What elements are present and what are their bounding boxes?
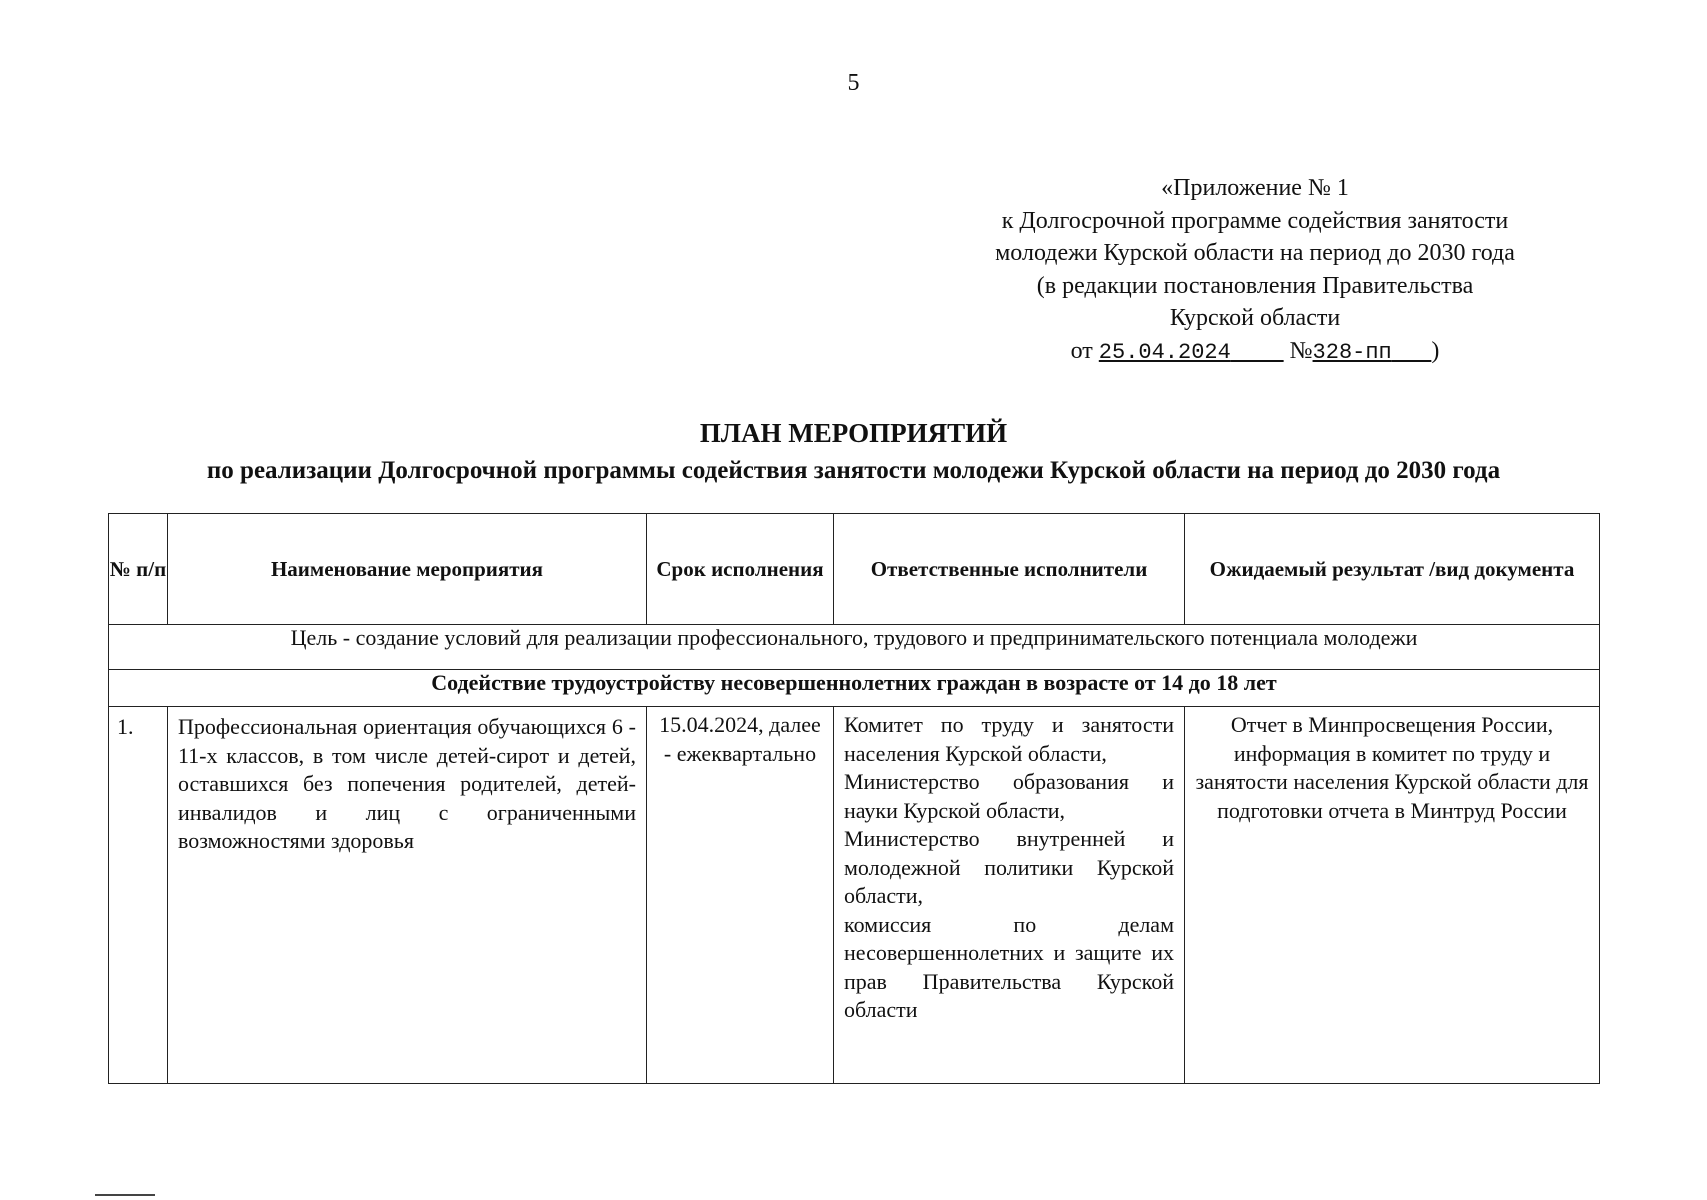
row-executors bbox=[834, 707, 1185, 1084]
plan-table bbox=[108, 513, 1600, 1084]
executor-item: Министерство внутренней и молодежной политики Курской области, bbox=[844, 826, 1174, 908]
executor-item: Комитет по труду и занятости населения Курской области, bbox=[844, 712, 1174, 766]
appendix-date-line bbox=[935, 335, 1575, 370]
header-executors: Ответственные исполнители bbox=[834, 514, 1185, 625]
header-term: Срок исполнения bbox=[647, 514, 834, 625]
resolution-date-value: 25.04.2024 bbox=[1098, 339, 1231, 365]
document-subtitle: по реализации Долгосрочной программы содействия занятости молодежи Курской области на период до 2030 года bbox=[206, 457, 1501, 484]
document-title: ПЛАН МЕРОПРИЯТИЙ bbox=[699, 418, 1008, 448]
appendix-header bbox=[935, 172, 1575, 369]
table-row bbox=[109, 707, 1600, 1084]
scan-artifact bbox=[95, 1194, 155, 1199]
section-title: Содействие трудоустройству несовершеннолетних граждан в возрасте от 14 до 18 лет bbox=[109, 670, 1600, 707]
appendix-line-2: к Долгосрочной программе содействия занятости bbox=[1001, 207, 1509, 234]
goal-text: Цель - создание условий для реализации профессионального, трудового и предпринимательского потенциала молодежи bbox=[109, 625, 1600, 670]
row-result: Отчет в Минпросвещения России, информация в комитет по труду и занятости населения Курской области для подготовки отчета в Минтруд России bbox=[1185, 707, 1600, 1084]
date-prefix: от bbox=[1070, 337, 1093, 364]
resolution-number bbox=[1313, 340, 1432, 365]
appendix-line-1: «Приложение № 1 bbox=[1161, 175, 1349, 201]
page-number: 5 bbox=[847, 70, 860, 96]
table-header-row bbox=[109, 514, 1600, 625]
number-prefix: № bbox=[1289, 337, 1313, 364]
goal-row bbox=[109, 625, 1600, 670]
appendix-line-5: Курской области bbox=[1169, 305, 1341, 331]
executor-item: комиссия по делам несовершеннолетних и защите их прав Правительства Курской области bbox=[844, 911, 1174, 1022]
row-name: Профессиональная ориентация обучающихся 6 - 11-х классов, в том числе детей-сирот и детей, оставшихся без попечения родителей, детей-инвалидов и лиц с ограниченными возможностями здоровья bbox=[168, 707, 647, 1084]
appendix-line-4: (в редакции постановления Правительства bbox=[1036, 272, 1474, 299]
header-num: № п/п bbox=[109, 514, 168, 625]
row-term: 15.04.2024, далее - ежеквартально bbox=[647, 707, 834, 1084]
executor-item: Министерство образования и науки Курской области, bbox=[844, 769, 1174, 823]
appendix-line-3: молодежи Курской области на период до 2030 года bbox=[995, 240, 1515, 266]
header-result: Ожидаемый результат /вид документа bbox=[1185, 514, 1600, 625]
row-num: 1. bbox=[109, 707, 168, 1084]
resolution-date bbox=[1099, 340, 1284, 365]
closing-paren: ) bbox=[1431, 337, 1440, 364]
section-row bbox=[109, 670, 1600, 707]
resolution-number-value: 328-пп bbox=[1312, 339, 1392, 365]
header-name: Наименование мероприятия bbox=[168, 514, 647, 625]
